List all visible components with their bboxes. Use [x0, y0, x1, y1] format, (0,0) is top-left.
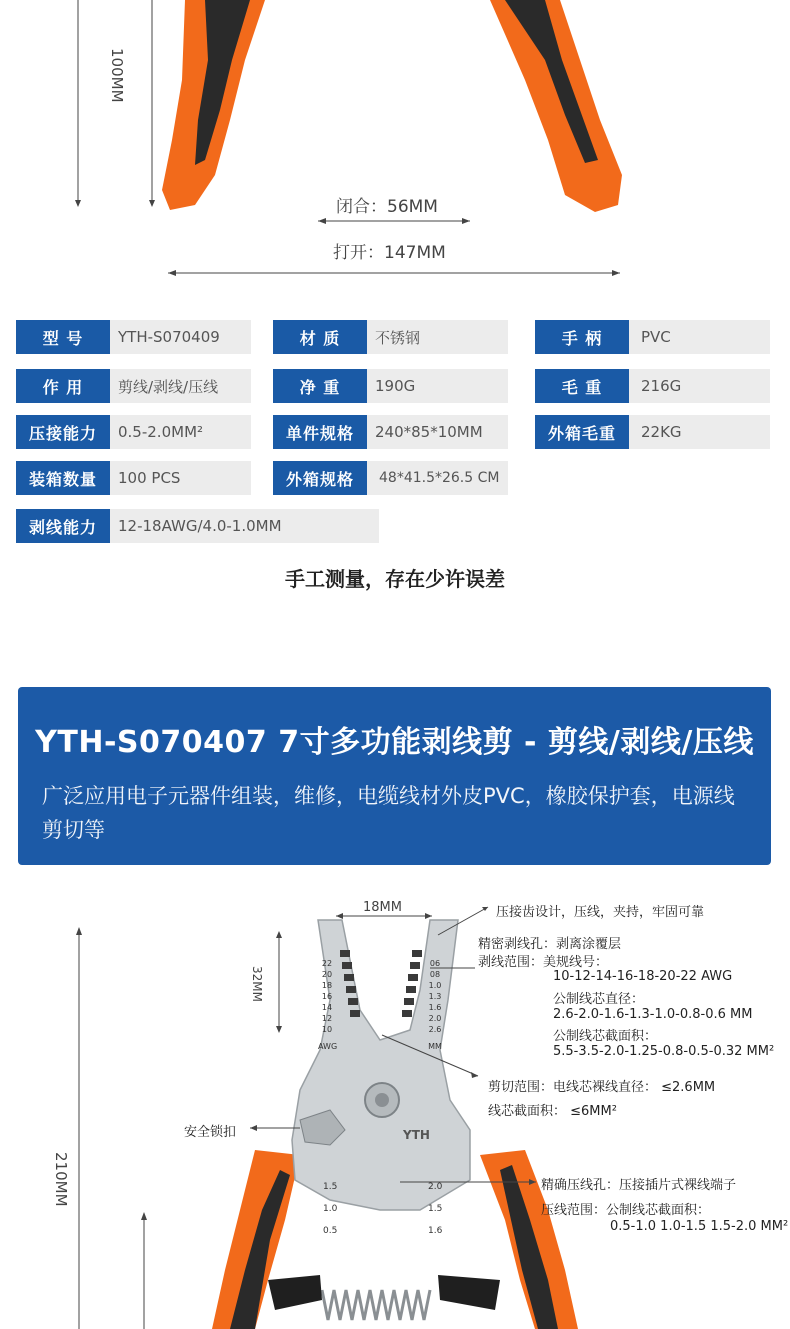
crimp-scale-left [323, 1176, 337, 1242]
scale-mark: 16 [321, 992, 333, 1001]
spec-key: 净 重 [273, 369, 367, 403]
scale-mark: 22 [321, 959, 333, 968]
annotation-line: 压线范围：公制线芯截面积： [541, 1203, 711, 1218]
scale-mark: 1.6 [428, 1003, 442, 1012]
scale-mark: 10 [321, 1025, 333, 1034]
annotation-line: 剥线范围：美规线号： [478, 955, 609, 970]
wire-stripper-diagram [0, 880, 790, 1329]
scale-mark: 14 [321, 1003, 333, 1012]
annotation-line: 剪切范围：电线芯裸线直径： ≤2.6MM [488, 1080, 716, 1095]
spec-key: 外箱毛重 [535, 415, 629, 449]
safety-lock-label: 安全锁扣 [184, 1125, 237, 1140]
open-dimension-label: 打开：147MM [333, 243, 446, 263]
spec-value: 不锈钢 [367, 320, 508, 354]
annotation-line: 2.6-2.0-1.6-1.3-1.0-0.8-0.6 MM [553, 1007, 753, 1022]
closed-dimension-label: 闭合：56MM [336, 197, 438, 217]
spec-key: 剥线能力 [16, 509, 110, 543]
spec-value: 190G [367, 369, 508, 403]
annotation-line: 压接齿设计，压线，夹持，牢固可靠 [496, 905, 705, 920]
product-banner [18, 687, 771, 865]
scale-mark: 2.0 [428, 1182, 443, 1192]
brand-logo: YTH [403, 1128, 430, 1142]
scale-mark: 08 [429, 970, 441, 979]
scale-mark: AWG [318, 1042, 338, 1051]
annotation-line: 公制线芯直径： [553, 992, 645, 1007]
banner-title: YTH-S070407 7寸多功能剥线剪 - 剪线/剥线/压线 [35, 725, 754, 760]
spec-value: PVC [629, 320, 770, 354]
spec-key: 毛 重 [535, 369, 629, 403]
scale-mark: 1.0 [428, 981, 442, 990]
spec-value: 22KG [629, 415, 770, 449]
spec-value: 剪线/剥线/压线 [110, 369, 251, 403]
width-dimension-label: 18MM [363, 900, 402, 915]
annotation-line: 10-12-14-16-18-20-22 AWG [553, 969, 733, 984]
spec-key: 单件规格 [273, 415, 367, 449]
spec-value: 240*85*10MM [367, 415, 508, 449]
length-dimension-label: 210MM [52, 1152, 70, 1207]
measurement-note: 手工测量，存在少许误差 [285, 567, 505, 591]
scale-mark: 1.3 [428, 992, 442, 1001]
spec-key: 材 质 [273, 320, 367, 354]
scale-mark: 12 [321, 1014, 333, 1023]
scale-mark: 1.5 [323, 1182, 338, 1192]
scale-mark: 20 [321, 970, 333, 979]
spec-value: YTH-S070409 [110, 320, 251, 354]
scale-mark: 18 [321, 981, 333, 990]
annotation-line: 5.5-3.5-2.0-1.25-0.8-0.5-0.32 MM² [553, 1044, 775, 1059]
crimp-scale-right [428, 1176, 442, 1242]
spec-key: 装箱数量 [16, 461, 110, 495]
banner-description: 广泛应用电子元器件组装，维修，电缆线材外皮PVC，橡胶保护套，电源线剪切等 [42, 784, 735, 842]
spec-value: 0.5-2.0MM² [110, 415, 251, 449]
scale-mark: 1.6 [428, 1226, 443, 1236]
spec-key: 作 用 [16, 369, 110, 403]
spec-value: 12-18AWG/4.0-1.0MM [110, 509, 379, 543]
spec-value: 48*41.5*26.5 CM [367, 461, 508, 495]
spec-key: 外箱规格 [273, 461, 367, 495]
spec-key: 压接能力 [16, 415, 110, 449]
annotation-line: 精密剥线孔：剥离涂覆层 [478, 937, 622, 952]
scale-mark: 0.5 [323, 1226, 338, 1236]
scale-mark: 2.0 [428, 1014, 442, 1023]
annotation-line: 公制线芯截面积： [553, 1029, 658, 1044]
spec-value: 100 PCS [110, 461, 251, 495]
scale-mark: 06 [429, 959, 441, 968]
spec-value: 216G [629, 369, 770, 403]
scale-mark: 2.6 [428, 1025, 442, 1034]
scale-mark: 1.5 [428, 1204, 443, 1214]
scale-mark: 1.0 [323, 1204, 338, 1214]
annotation-line: 0.5-1.0 1.0-1.5 1.5-2.0 MM² [610, 1219, 789, 1234]
height-dimension-label: 100MM [108, 48, 126, 103]
annotation-line: 精确压线孔：压接插片式裸线端子 [541, 1178, 737, 1193]
spec-key: 手 柄 [535, 320, 629, 354]
scale-mark: MM [428, 1042, 442, 1051]
awg-scale [318, 958, 336, 1052]
mm-scale [425, 958, 445, 1052]
annotation-line: 线芯截面积： ≤6MM² [488, 1104, 617, 1119]
spec-key: 型 号 [16, 320, 110, 354]
jaw-dimension-label: 32MM [250, 966, 264, 1002]
